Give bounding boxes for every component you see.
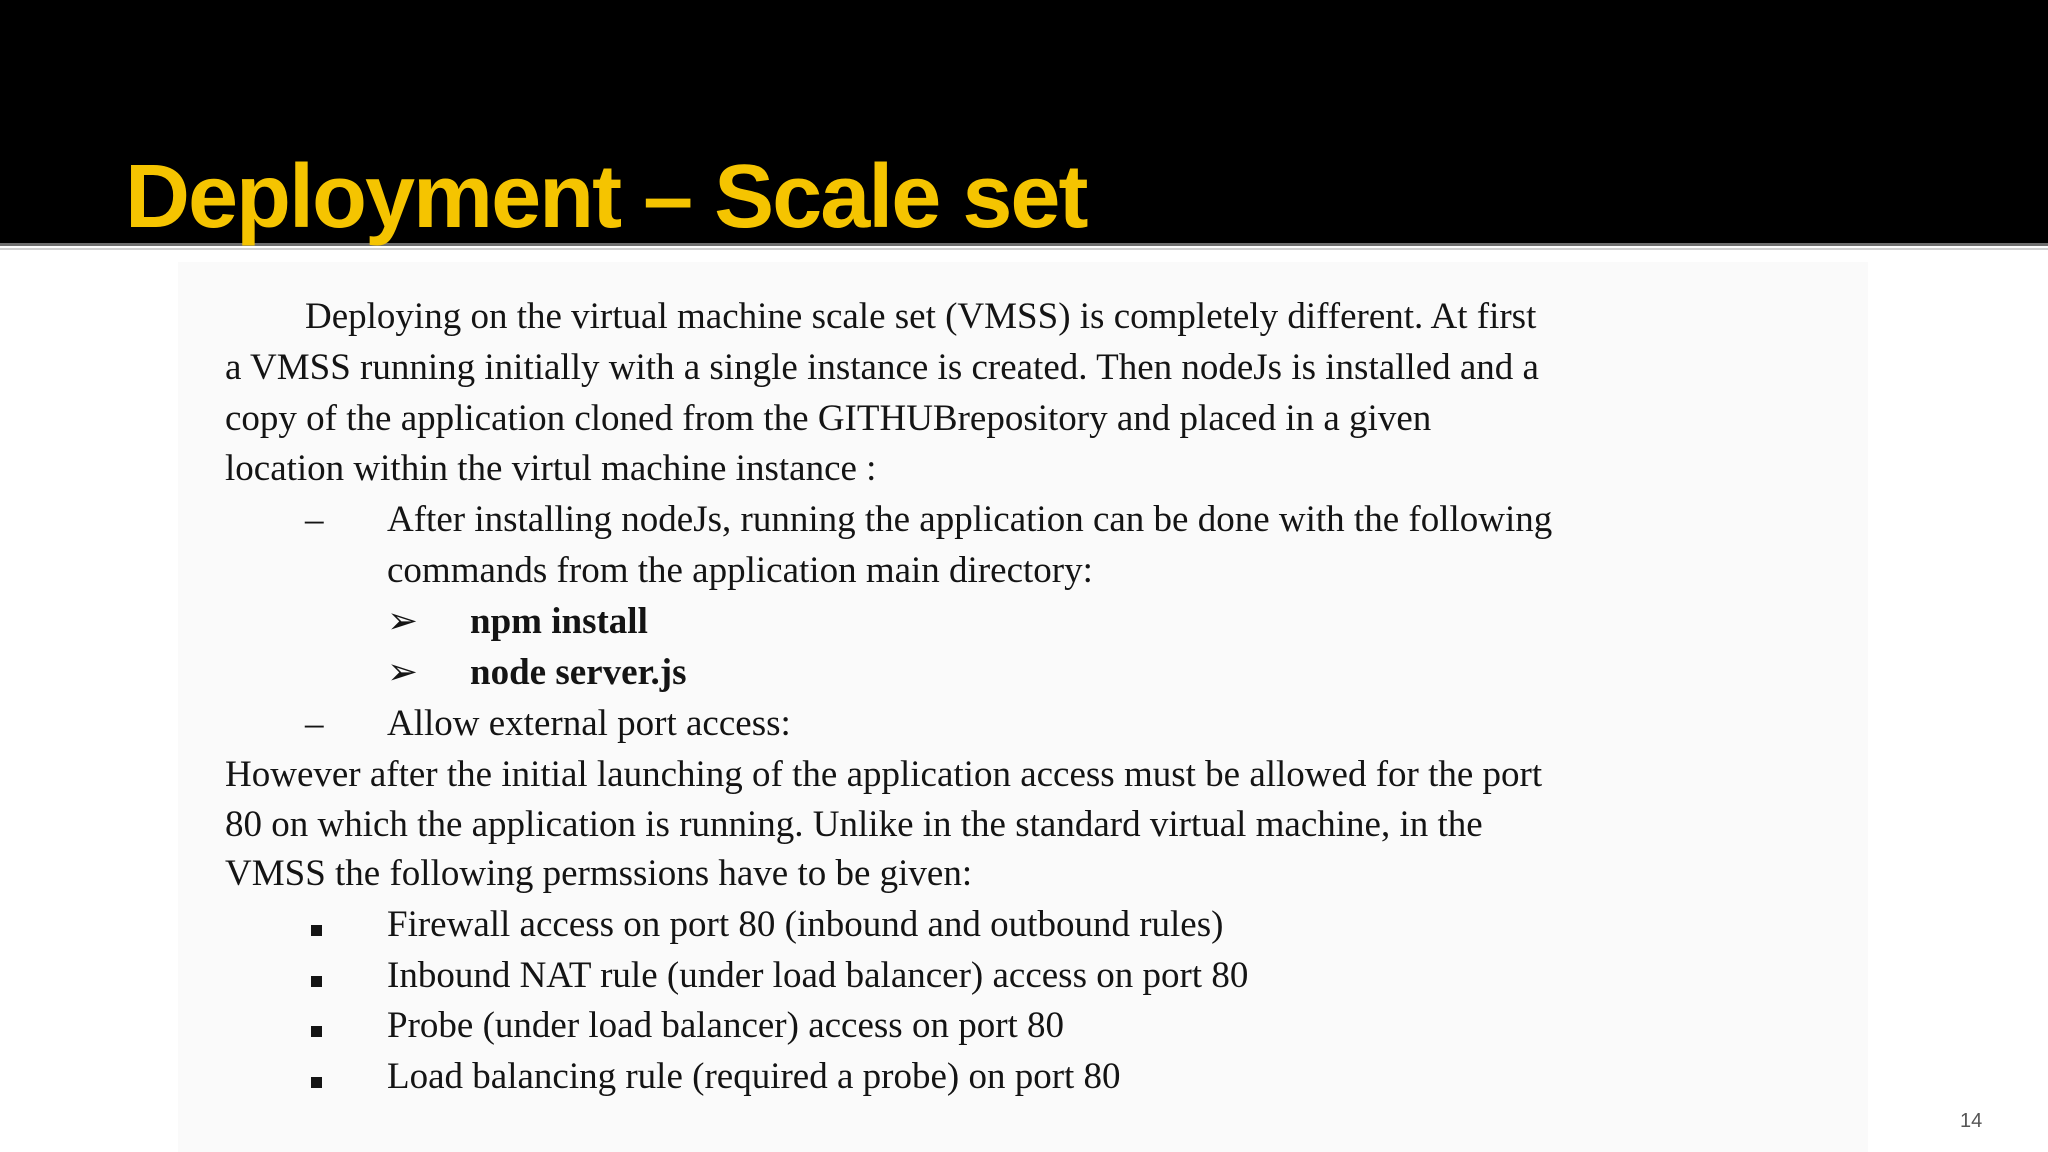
para2-line: VMSS the following permssions have to be given: xyxy=(225,853,973,894)
arrow-bullet-icon: ➢ xyxy=(387,601,419,642)
command-npm-install: npm install xyxy=(470,601,648,642)
permission-item: Inbound NAT rule (under load balancer) access on port 80 xyxy=(387,955,1249,996)
para2-line: 80 on which the application is running. Unlike in the standard virtual machine, in the xyxy=(225,804,1483,845)
command-node-server: node server.js xyxy=(470,652,687,693)
dash-marker: – xyxy=(305,703,324,744)
intro-line: Deploying on the virtual machine scale set (VMSS) is completely different. At first xyxy=(305,296,1537,337)
arrow-bullet-icon: ➢ xyxy=(387,652,419,693)
slide-number: 14 xyxy=(1960,1110,1983,1132)
intro-line: a VMSS running initially with a single instance is created. Then nodeJs is installed and a xyxy=(225,347,1539,388)
square-bullet-icon xyxy=(311,1000,322,1051)
para2-line: However after the initial launching of the application access must be allowed for the port xyxy=(225,754,1543,795)
permission-item: Load balancing rule (required a probe) on port 80 xyxy=(387,1056,1121,1097)
intro-line: location within the virtul machine instance : xyxy=(225,448,877,489)
intro-line: copy of the application cloned from the GITHUBrepository and placed in a given xyxy=(225,398,1432,439)
square-bullet-icon xyxy=(311,1051,322,1102)
slide-title: Deployment – Scale set xyxy=(125,147,1087,247)
dash-item-line: commands from the application main directory: xyxy=(387,550,1093,591)
permission-item: Firewall access on port 80 (inbound and outbound rules) xyxy=(387,904,1224,945)
square-bullet-icon xyxy=(311,899,322,950)
dash-marker: – xyxy=(305,499,324,540)
dash-item-line: After installing nodeJs, running the application can be done with the following xyxy=(387,499,1553,540)
dash-item-line: Allow external port access: xyxy=(387,703,791,744)
permission-item: Probe (under load balancer) access on port 80 xyxy=(387,1005,1065,1046)
square-bullet-icon xyxy=(311,950,322,1001)
